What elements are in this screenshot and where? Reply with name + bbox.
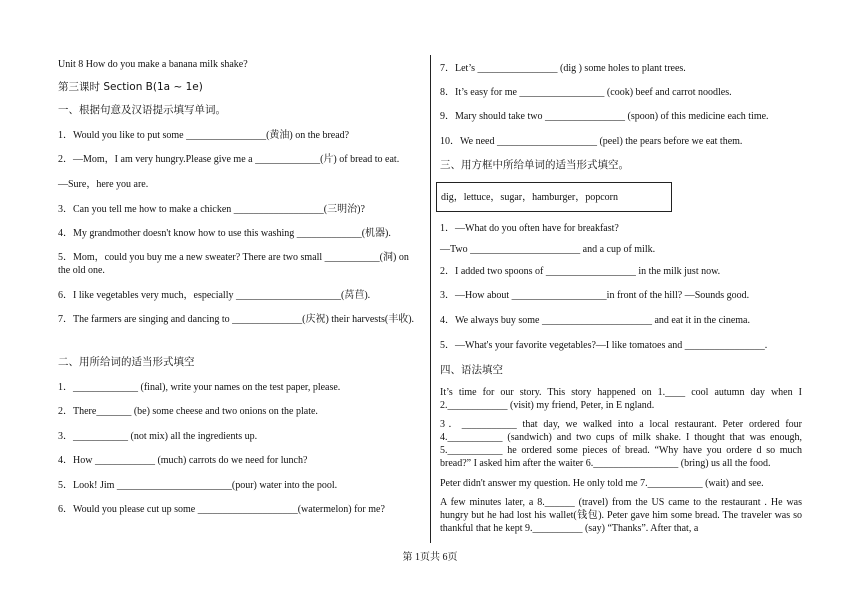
- passage-paragraph: 3．___________ that day, we walked into a local restaurant. Peter ordered four 4.___________ (sandwich) and two cups of milk shake. I thought that was enough, 5.___________ he ordered some pieces of bread. “Why have you ordere d so much bread?” I asked him after the waiter 6._________________ (bring) us all the food.: [440, 419, 802, 469]
- question-item: 4．We always buy some ______________________ and eat it in the cinema.: [440, 315, 750, 326]
- section3-heading: 三、用方框中所给单词的适当形式填空。: [440, 159, 629, 171]
- question-item: 10．We need ____________________ (peel) the pears before we eat them.: [440, 136, 743, 147]
- question-item: 1．_____________ (final), write your names on the test paper, please.: [58, 382, 341, 393]
- question-item: 6．I like vegetables very much，especially _____________________(莴苣).: [58, 290, 371, 301]
- section1-heading: 一、根据句意及汉语提示填写单词。: [58, 104, 226, 116]
- question-item: 8．It’s easy for me _________________ (cook) beef and carrot noodles.: [440, 87, 732, 98]
- column-divider: [430, 55, 431, 543]
- passage-paragraph: It’s time for our story. This story happened on 1.____ cool autumn day when I 2.____________ (visit) my friend, Peter, in E ngland.: [440, 387, 802, 411]
- question-item: 5．Mom，could you buy me a new sweater? There are two small ___________(洞) on the old one.: [58, 252, 409, 276]
- question-item: 4．My grandmother doesn't know how to use this washing _____________(机器).: [58, 228, 391, 239]
- passage-paragraph: A few minutes later, a 8.______ (travel) from the US came to the restaurant . He was hungry but he had lost his wallet(钱包). Peter gave him some bread. The traveler was so thankful that he kept 9.__________ (say) “Thanks”. After that, a: [440, 497, 802, 534]
- question-item: 1．Would you like to put some ________________(黄油) on the bread?: [58, 130, 350, 141]
- question-item: 6．Would you please cut up some ____________________(watermelon) for me?: [58, 504, 385, 515]
- question-item: 3．Can you tell me how to make a chicken __________________(三明治)?: [58, 204, 365, 215]
- question-item: 2．I added two spoons of __________________ in the milk just now.: [440, 266, 721, 277]
- question-item: 3．___________ (not mix) all the ingredients up.: [58, 431, 258, 442]
- question-item: 5．—What's your favorite vegetables?—I like tomatoes and ________________.: [440, 340, 768, 351]
- unit-title: Unit 8 How do you make a banana milk shake?: [58, 59, 248, 70]
- question-item: 5．Look! Jim _______________________(pour) water into the pool.: [58, 480, 338, 491]
- lesson-title: 第三课时 Section B(1a ~ 1e): [58, 81, 203, 93]
- question-item: 2．There_______ (be) some cheese and two onions on the plate.: [58, 406, 318, 417]
- section2-heading: 二、用所给词的适当形式填空: [58, 356, 195, 368]
- question-item: 3．—How about ___________________in front of the hill? —Sounds good.: [440, 290, 750, 301]
- word-box-text: dig，lettuce，sugar，hamburger，popcorn: [441, 192, 618, 203]
- question-item: 4．How ____________ (much) carrots do we need for lunch?: [58, 455, 308, 466]
- word-box: [436, 182, 672, 212]
- question-item: —Two ______________________ and a cup of milk.: [440, 244, 656, 255]
- page-footer: 第 1页共 6页: [402, 552, 458, 563]
- question-item: 7．The farmers are singing and dancing to ______________(庆祝) their harvests(丰收).: [58, 314, 415, 325]
- question-item: 9．Mary should take two ________________ (spoon) of this medicine each time.: [440, 111, 769, 122]
- question-item: —Sure，here you are.: [58, 179, 149, 190]
- passage-paragraph: Peter didn't answer my question. He only told me 7.___________ (wait) and see.: [440, 478, 764, 489]
- question-item: 1．—What do you often have for breakfast?: [440, 223, 619, 234]
- question-item: 2．—Mom，I am very hungry.Please give me a _____________(片) of bread to eat.: [58, 154, 400, 165]
- section4-heading: 四、语法填空: [440, 364, 503, 376]
- question-item: 7．Let’s ________________ (dig ) some holes to plant trees.: [440, 63, 686, 74]
